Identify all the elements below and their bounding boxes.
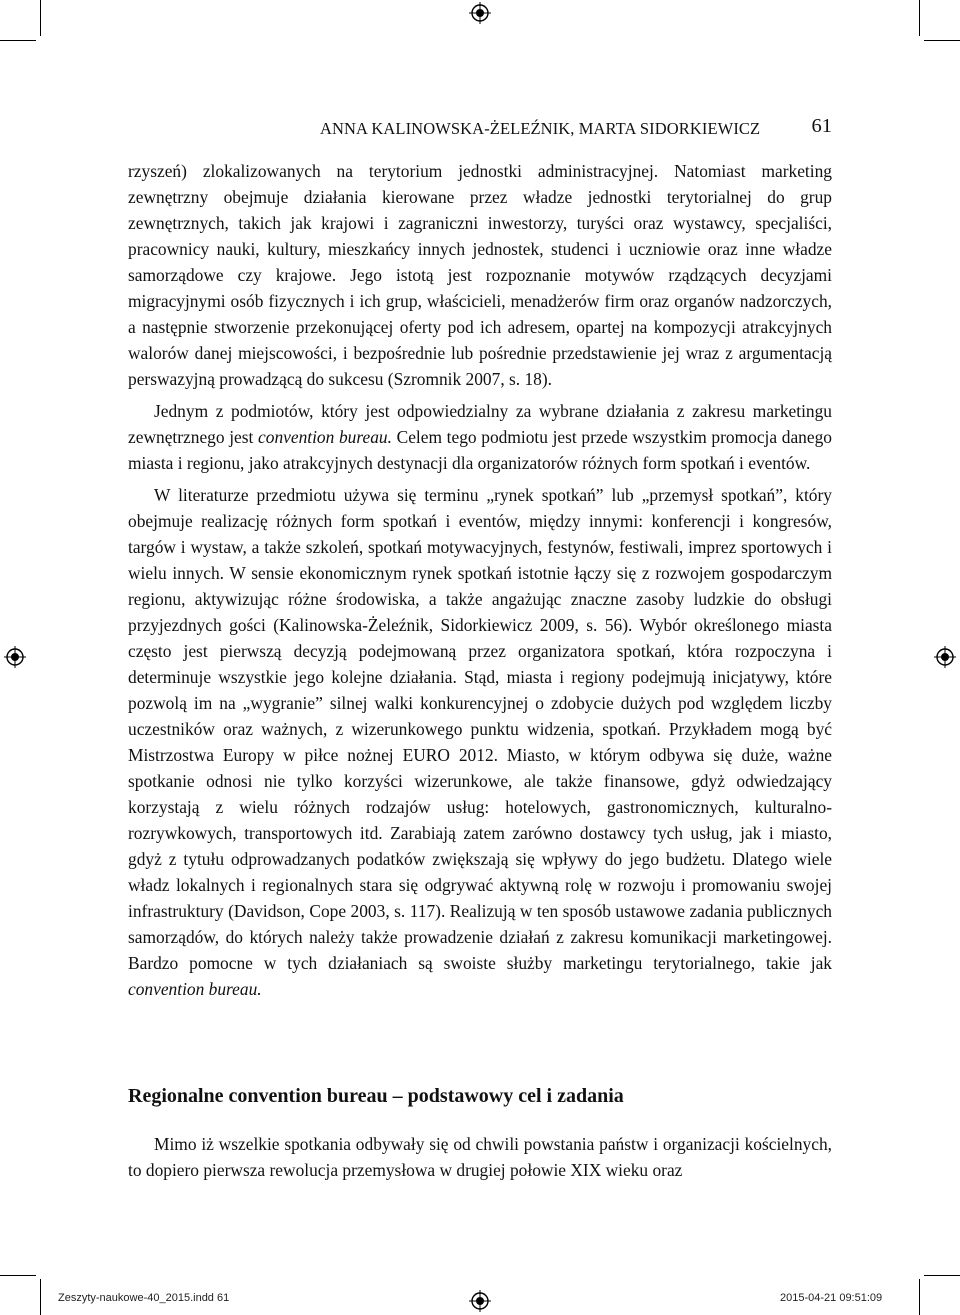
- running-header: [128, 116, 832, 140]
- paragraph-text: Jednym z podmiotów, który jest odpowiedzialny za wybrane działania z zakresu marketingu zewnętrznego jest: [128, 401, 832, 447]
- registration-mark-icon: [934, 646, 956, 668]
- paragraph: [128, 398, 832, 476]
- paragraph-text: W literaturze przedmiotu używa się terminu „rynek spotkań” lub „przemysł spotkań”, który obejmuje realizację różnych form spotkań i eventów, między innymi: konferencji i kongresów, targów i wystaw, a także szkoleń, spotkań motywacyjnych, festynów, festiwali, imprez sportowych i wielu innych. W sensie ekonomicznym rynek spotkań istotnie łączy się z rozwojem gospodarczym regionu, aktywizując różne środowiska, a także angażując znaczne zasoby ludzkie do obsługi przyjezdnych gości (Kalinowska-Żeleźnik, Sidorkiewicz 2009, s. 56). Wybór określonego miasta często jest pierwszą decyzją podejmowaną przez organizatora spotkań, która rozpoczyna i determinuje wszystkie jego kolejne działania. Stąd, miasta i regiony podejmują inicjatywy, które pozwolą im na „wygranie” silnej walki konkurencyjnej o zdobycie dużych pod względem liczby uczestników oraz ważnych, z wizerunkowego punktu widzenia, spotkań. Przykładem mogą być Mistrzostwa Europy w piłce nożnej EURO 2012. Miasto, w którym odbywa się duże, ważne spotkanie odnosi nie tylko korzyści wizerunkowe, ale także finansowe, gdyż odwiedzający korzystają z wielu różnych rodzajów usług: hotelowych, gastronomicznych, kulturalno-rozrywkowych, transportowych itd. Zarabiają zatem zarówno dostawcy tych usług, jak i miasto, gdyż z tytułu odprowadzanych podatków zwiększają się wpływy do jego budżetu. Dlatego wiele władz lokalnych i regionalnych stara się odgrywać aktywną rolę w rozwoju i promowaniu swojej infrastruktury (Davidson, Cope 2003, s. 117). Realizują w ten sposób ustawowe zadania publicznych samorządów, do których należy także prowadzenie działań z zakresu komunikacji marketingowej. Bardzo pomocne w tych działaniach są swoiste służby marketingu terytorialnego, takie jak: [128, 485, 832, 973]
- footer-datetime: 2015-04-21 09:51:09: [780, 1292, 883, 1304]
- italic-term: convention bureau.: [128, 979, 262, 999]
- crop-mark: [919, 1279, 920, 1315]
- crop-mark: [919, 0, 920, 36]
- header-authors: ANNA KALINOWSKA-ŻELEŹNIK, MARTA SIDORKIEWICZ: [320, 119, 761, 138]
- paragraph: [128, 482, 832, 1002]
- crop-mark: [40, 1279, 41, 1315]
- paragraph-text: Celem tego podmiotu jest przede wszystkim promocja danego miasta i regionu, jako atrakcyjnych destynacji dla organizatorów różnych form spotkań i eventów.: [128, 427, 832, 473]
- body-text: [128, 158, 832, 1002]
- crop-mark: [924, 1275, 960, 1276]
- registration-mark-icon: [469, 1290, 491, 1312]
- crop-mark: [40, 0, 41, 36]
- crop-mark: [924, 40, 960, 41]
- paragraph: rzyszeń) zlokalizowanych na terytorium jednostki administracyjnej. Natomiast marketing zewnętrzny obejmuje działania kierowane przez władze jednostki terytorialnej do grup zewnętrznych, takich jak krajowi i zagraniczni inwestorzy, turyści oraz wystawcy, specjaliści, pracownicy nauki, kultury, mieszkańcy innych jednostek, studenci i uczniowie oraz inne władze samorządowe czy krajowe. Jego istotą jest rozpoznanie motywów rządzących decyzjami migracyjnymi osób fizycznych i ich grup, właścicieli, menadżerów firm oraz organów nadzorczych, a następnie stworzenie przekonującej oferty pod ich adresem, opartej na kompozycji atrakcyjnych walorów danej miejscowości, i bezpośrednie lub pośrednie przedstawienie jej wraz z argumentacją perswazyjną prowadzącą do sukcesu (Szromnik 2007, s. 18).: [128, 161, 832, 389]
- crop-mark: [0, 1275, 36, 1276]
- crop-mark: [0, 40, 36, 41]
- section-heading: Regionalne convention bureau – podstawowy cel i zadania: [128, 1085, 624, 1107]
- italic-term: convention bureau.: [258, 427, 392, 447]
- page-number: 61: [811, 115, 832, 137]
- footer-file: Zeszyty-naukowe-40_2015.indd 61: [58, 1292, 230, 1304]
- registration-mark-icon: [4, 646, 26, 668]
- registration-mark-icon: [469, 2, 491, 24]
- paragraph: Mimo iż wszelkie spotkania odbywały się od chwili powstania państw i organizacji kościelnych, to dopiero pierwsza rewolucja przemysłowa w drugiej połowie XIX wieku oraz: [128, 1134, 832, 1180]
